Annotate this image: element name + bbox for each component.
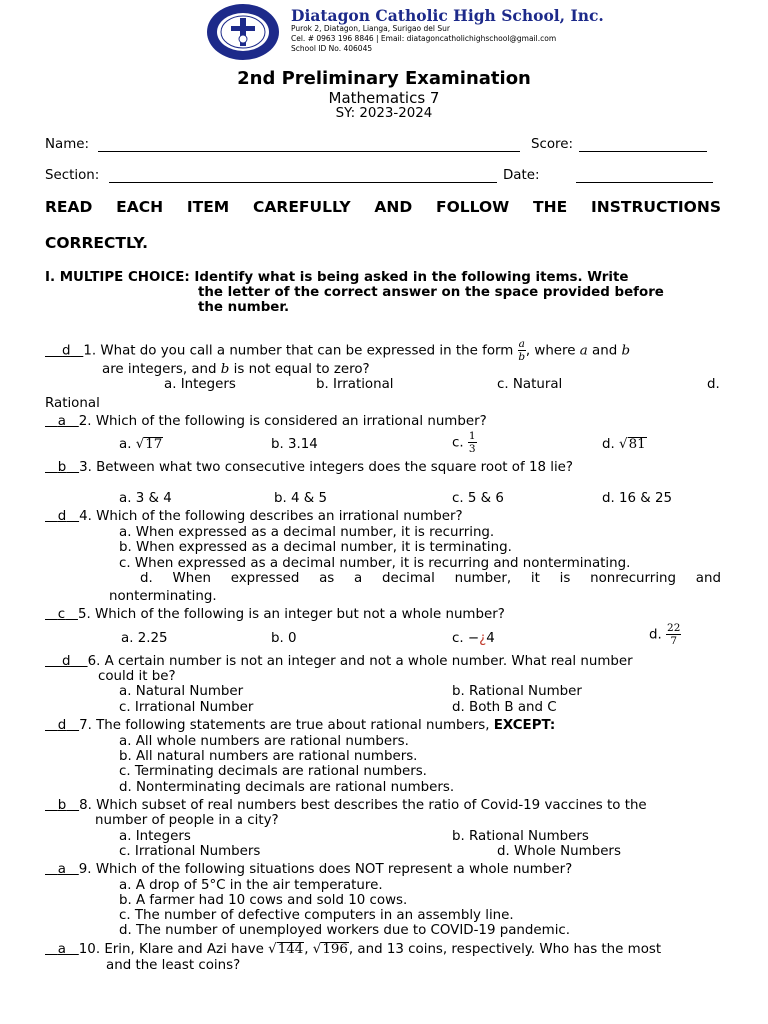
option: d. 16 & 25 xyxy=(602,491,673,506)
option: d. Nonterminating decimals are rational numbers. xyxy=(119,780,455,795)
school-id: School ID No. 406045 xyxy=(291,44,373,53)
answer-blank[interactable]: b xyxy=(57,460,67,475)
option: a. Integers xyxy=(119,829,191,844)
answer-blank[interactable]: b xyxy=(57,798,67,813)
score-label: Score: xyxy=(531,137,574,152)
option: d. When expressed as a decimal number, it is nonrecurring and xyxy=(140,571,721,586)
sqrt-81: √81 xyxy=(619,437,646,452)
question-4: d 4. Which of the following describes an irrational number? xyxy=(45,509,463,524)
option: c. −¿4 xyxy=(452,631,495,646)
fraction-22-over-7: $\frac{22}{7}$ xyxy=(667,622,681,647)
question-1-line2: are integers, and b is not equal to zero? xyxy=(102,362,370,377)
option: a. √17 xyxy=(119,437,163,452)
option: b. Irrational xyxy=(316,377,394,392)
school-logo xyxy=(205,3,281,61)
section-field[interactable] xyxy=(109,182,497,183)
option: c. $\frac{1}{3}$ xyxy=(452,430,476,455)
instructions-line1: READ EACH ITEM CAREFULLY AND FOLLOW THE INSTRUCTIONS xyxy=(45,198,721,216)
answer-blank[interactable]: a xyxy=(57,414,66,429)
option: d. xyxy=(707,377,720,392)
question-2: a 2. Which of the following is considered an irrational number? xyxy=(45,414,487,429)
question-1: d 1. What do you call a number that can be expressed in the form $\frac{a}{b}$ , where a and b xyxy=(45,339,630,362)
part1-line2: the letter of the correct answer on the space provided before xyxy=(198,285,664,300)
part1-line3: the number. xyxy=(198,300,290,315)
question-10-line2: and the least coins? xyxy=(106,958,241,973)
school-year: SY: 2023-2024 xyxy=(335,106,433,121)
question-5: c 5. Which of the following is an integer but not a whole number? xyxy=(45,607,505,622)
option-continued: Rational xyxy=(45,396,100,411)
option: b. When expressed as a decimal number, it is terminating. xyxy=(119,540,512,555)
option: c. When expressed as a decimal number, it is recurring and nonterminating. xyxy=(119,556,631,571)
option: b. 4 & 5 xyxy=(274,491,328,506)
option: d. The number of unemployed workers due to COVID-19 pandemic. xyxy=(119,923,571,938)
subject: Mathematics 7 xyxy=(328,89,440,107)
option: a. When expressed as a decimal number, it is recurring. xyxy=(119,525,495,540)
sqrt-144: √144 xyxy=(268,942,304,957)
option: c. Irrational Number xyxy=(119,700,254,715)
question-3: b 3. Between what two consecutive integers does the square root of 18 lie? xyxy=(45,460,573,475)
answer-blank[interactable]: d xyxy=(62,654,71,669)
question-6: d 6. A certain number is not an integer and not a whole number. What real number xyxy=(45,654,633,669)
school-name: Diatagon Catholic High School, Inc. xyxy=(291,6,604,25)
school-address: Purok 2, Diatagon, Lianga, Surigao del Sur xyxy=(291,24,450,33)
option: d. Whole Numbers xyxy=(497,844,621,859)
exam-title: 2nd Preliminary Examination xyxy=(237,68,531,89)
section-label: Section: xyxy=(45,168,100,183)
fraction-1-over-3: $\frac{1}{3}$ xyxy=(468,430,476,455)
answer-blank[interactable]: a xyxy=(57,862,66,877)
option-continued: nonterminating. xyxy=(109,589,217,604)
instructions-line2: CORRECTLY. xyxy=(45,234,148,252)
option: a. 2.25 xyxy=(121,631,168,646)
answer-blank[interactable]: d xyxy=(57,718,67,733)
part1-heading: I. MULTIPE CHOICE: Identify what is being asked in the following items. Write xyxy=(45,270,629,285)
score-field[interactable] xyxy=(579,151,707,152)
option: d. √81 xyxy=(602,437,646,452)
option: a. A drop of 5°C in the air temperature. xyxy=(119,878,383,893)
question-8: b 8. Which subset of real numbers best describes the ratio of Covid-19 vaccines to the xyxy=(45,798,647,813)
option: a. 3 & 4 xyxy=(119,491,172,506)
option: c. Terminating decimals are rational numbers. xyxy=(119,764,427,779)
name-field[interactable] xyxy=(98,151,520,152)
option: d. Both B and C xyxy=(452,700,557,715)
option: c. The number of defective computers in an assembly line. xyxy=(119,908,514,923)
date-label: Date: xyxy=(503,168,540,183)
option: a. Natural Number xyxy=(119,684,244,699)
option: c. 5 & 6 xyxy=(452,491,504,506)
option: a. All whole numbers are rational numbers. xyxy=(119,734,409,749)
sqrt-17: √17 xyxy=(135,437,163,452)
option: b. Rational Numbers xyxy=(452,829,589,844)
answer-blank[interactable]: d xyxy=(62,343,71,359)
question-9: a 9. Which of the following situations does NOT represent a whole number? xyxy=(45,862,572,877)
question-7: d 7. The following statements are true about rational numbers, EXCEPT: xyxy=(45,718,555,733)
option: b. Rational Number xyxy=(452,684,582,699)
sqrt-196: √196 xyxy=(312,942,348,957)
option: b. All natural numbers are rational numbers. xyxy=(119,749,418,764)
option: b. A farmer had 10 cows and sold 10 cows. xyxy=(119,893,408,908)
question-10: a 10. Erin, Klare and Azi have √144, √196, and 13 coins, respectively. Who has the most xyxy=(45,942,661,957)
answer-blank[interactable]: c xyxy=(57,607,66,622)
option: b. 0 xyxy=(271,631,297,646)
option: c. Irrational Numbers xyxy=(119,844,261,859)
option: c. Natural xyxy=(497,377,563,392)
question-8-line2: number of people in a city? xyxy=(95,813,279,828)
date-field[interactable] xyxy=(576,182,713,183)
school-contact: Cel. # 0963 196 8846 | Email: diatagoncatholichighschool@gmail.com xyxy=(291,34,557,43)
option: b. 3.14 xyxy=(271,437,318,452)
answer-blank[interactable]: a xyxy=(57,942,66,957)
fraction-a-over-b: $\frac{a}{b}$ xyxy=(518,338,526,363)
name-label: Name: xyxy=(45,137,90,152)
option: d. $\frac{22}{7}$ xyxy=(649,622,681,647)
question-6-line2: could it be? xyxy=(98,669,176,684)
option: a. Integers xyxy=(164,377,236,392)
answer-blank[interactable]: d xyxy=(57,509,67,524)
